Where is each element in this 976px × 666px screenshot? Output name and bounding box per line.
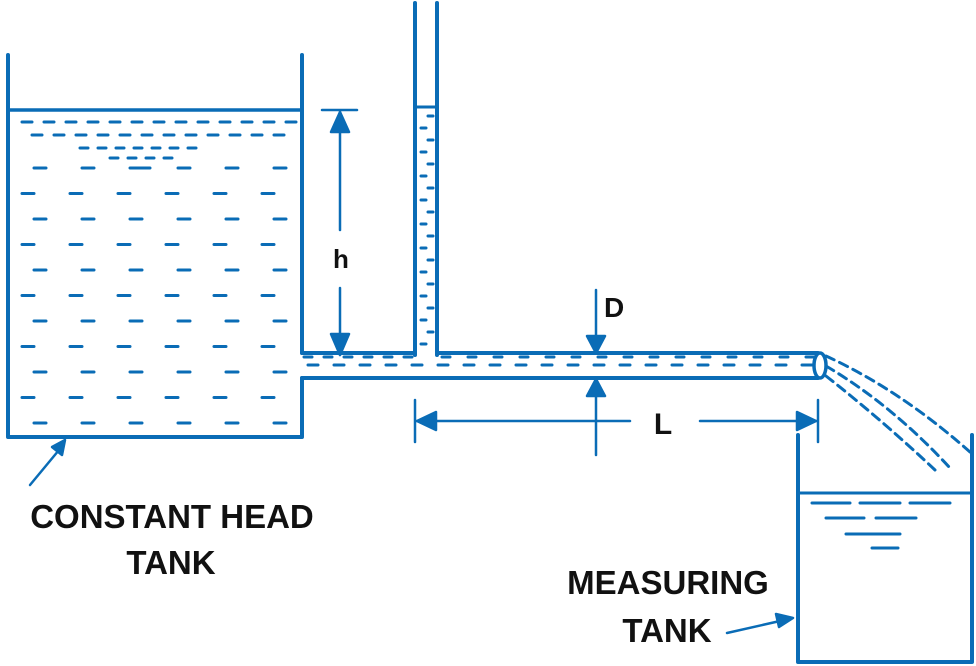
discharge-jet bbox=[826, 356, 970, 470]
length-dimension bbox=[415, 400, 818, 442]
measuring-tank-water bbox=[812, 503, 950, 548]
measuring-tank-label-line2: TANK bbox=[622, 612, 712, 649]
pipe bbox=[302, 353, 826, 378]
head-label: h bbox=[333, 244, 349, 274]
constant-head-tank-label-line2: TANK bbox=[126, 544, 216, 581]
piezometer-tube bbox=[415, 3, 437, 355]
constant-head-tank bbox=[8, 55, 302, 437]
piezometer-water bbox=[421, 116, 433, 344]
constant-head-tank-label-line1: CONSTANT HEAD bbox=[30, 498, 314, 535]
tank-pointer-arrows bbox=[30, 440, 793, 633]
measuring-tank-label-line1: MEASURING bbox=[567, 564, 769, 601]
head-dimension bbox=[322, 110, 357, 355]
tank-water bbox=[22, 122, 296, 423]
diameter-arrows bbox=[587, 290, 605, 455]
pipe-water bbox=[304, 357, 814, 365]
length-label: L bbox=[653, 408, 673, 441]
diameter-label: D bbox=[604, 292, 625, 323]
